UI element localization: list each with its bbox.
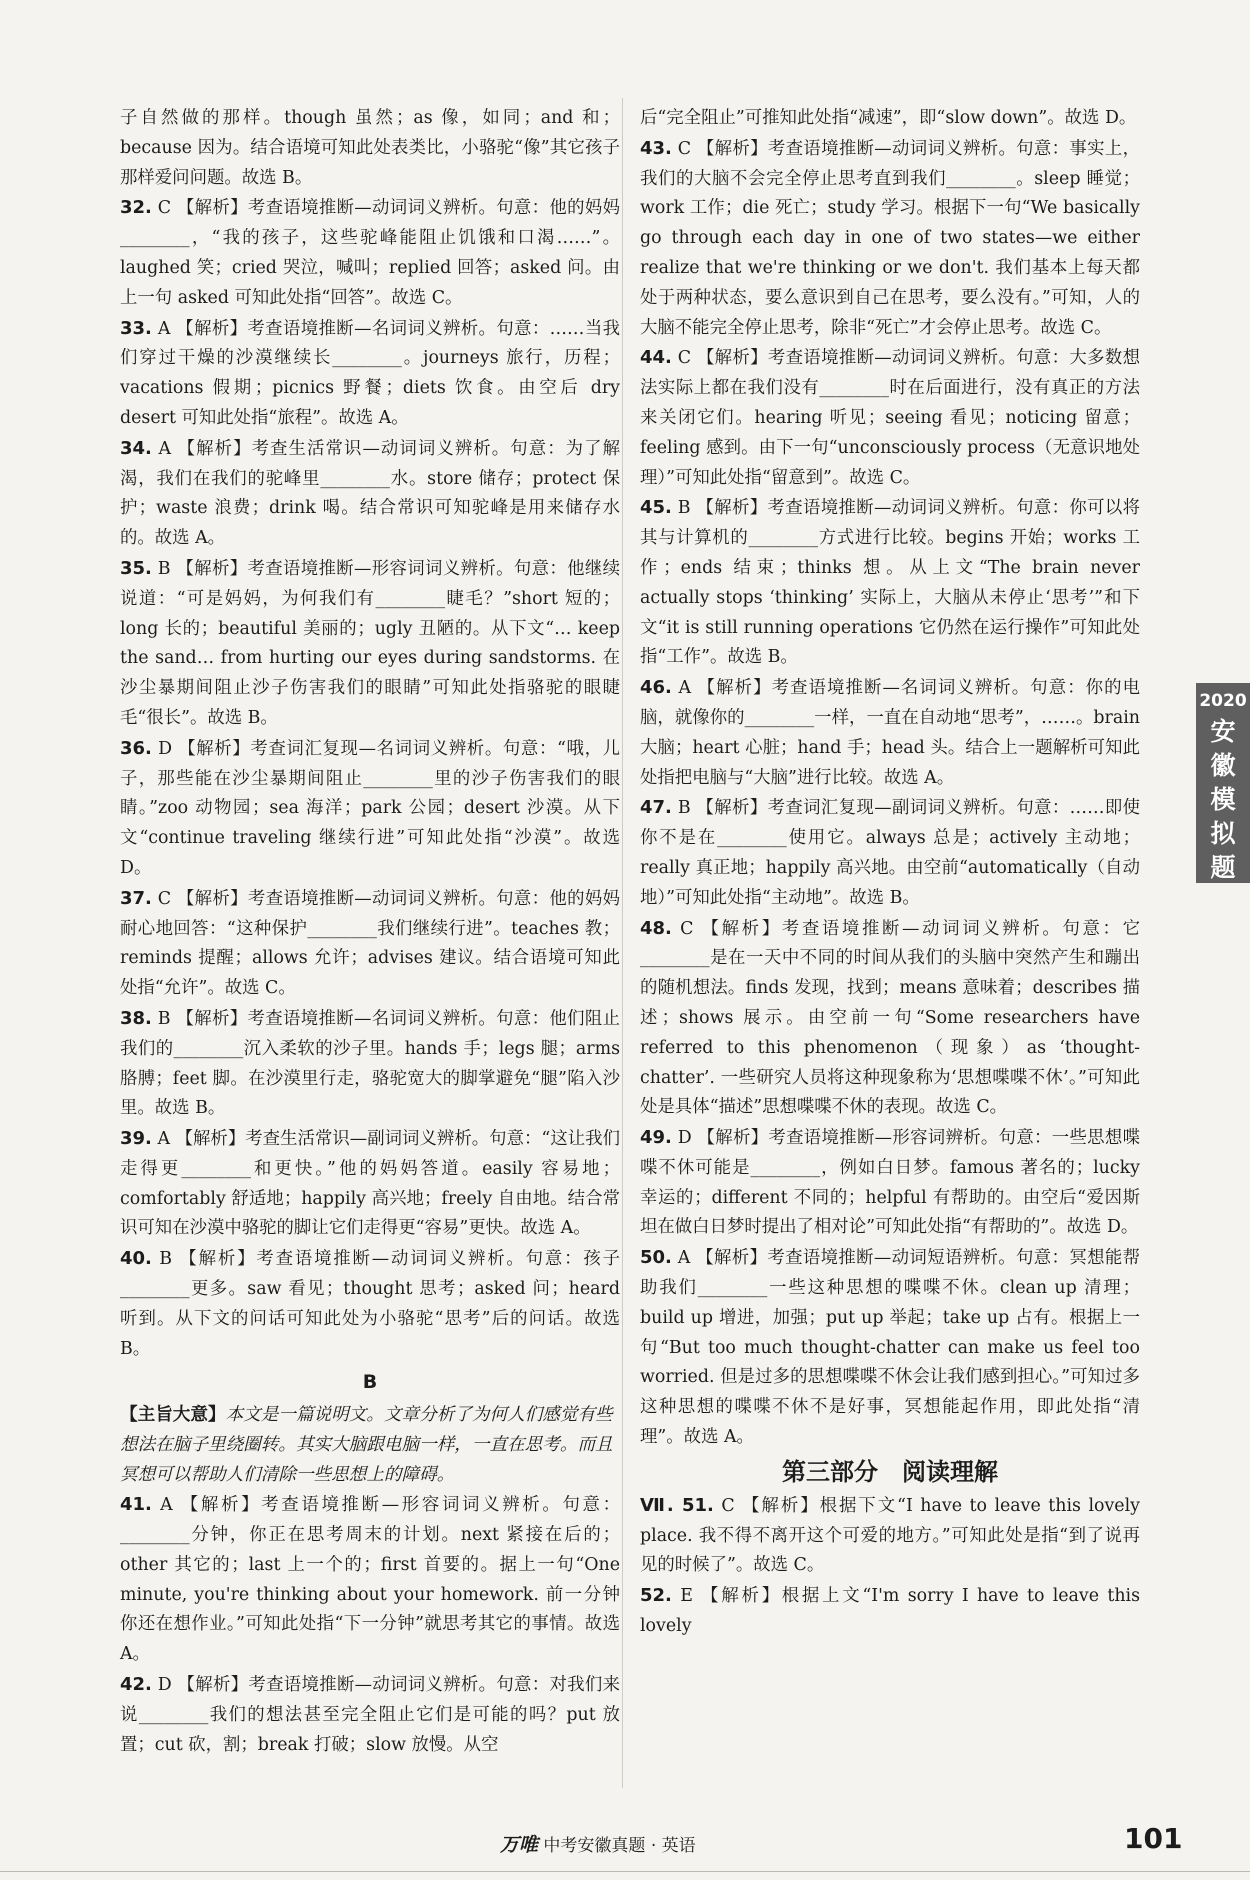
- side-tab: [1196, 683, 1250, 883]
- question-number: 42.: [120, 1674, 152, 1696]
- answer-text: A 【解析】考查语境推断—名词词义辨析。句意：……当我们穿过干燥的沙漠继续长________。journeys 旅行，历程；vacations 假期；picnics 野餐；diets 饮食。由空后 dry desert 可知此处指“旅程”。故选 A。: [120, 318, 620, 428]
- answer-text: E 【解析】根据上文“I'm sorry I have to leave this lovely: [640, 1586, 1141, 1637]
- answer-text: C 【解析】考查语境推断—动词词义辨析。句意：他的妈妈耐心地回答：“这种保护________我们继续行进”。teaches 教；reminds 提醒；allows 允许；advises 建议。结合语境可知此处指“允许”。故选 C。: [120, 888, 620, 999]
- question-number: 45.: [640, 497, 672, 519]
- question-number: 38.: [120, 1007, 152, 1029]
- answer-entry: [120, 1244, 620, 1364]
- answer-entry: [640, 673, 1140, 793]
- answer-text: B 【解析】考查词汇复现—副词词义辨析。句意：……即使你不是在________使用它。always 总是；actively 主动地；really 真正地；happily 高兴地。由空前“automatically（自动地）”可知此处指“主动地”。故选 B。: [640, 798, 1141, 908]
- summary-text: 本文是一篇说明文。文章分析了为何人们感觉有些想法在脑子里绕圈转。其实大脑跟电脑一样，一直在思考。而且冥想可以帮助人们清除一些思想上的障碍。: [120, 1405, 613, 1486]
- side-tab-char: 徽: [1210, 751, 1236, 780]
- question-number: Ⅶ. 51.: [640, 1494, 714, 1516]
- answer-entry: [120, 104, 620, 193]
- answer-text: A 【解析】考查语境推断—形容词词义辨析。句意：________分钟，你正在思考周末的计划。next 紧接在后的；other 其它的；last 上一个的；first 首要的。据上一句“One minute, you're thinking about your homework. 前一分钟你还在想作业。”可知此处指“下一分钟”就思考其它的事情。故选 A。: [120, 1495, 621, 1665]
- answer-entry: [120, 1124, 620, 1244]
- answer-entry: [640, 1123, 1140, 1243]
- answer-text: 子自然做的那样。though 虽然；as 像，如同；and 和；because 因为。结合语境可知此处表类比，小骆驼“像”其它孩子那样爱问问题。故选 B。: [120, 108, 620, 188]
- answer-text: A 【解析】考查生活常识—动词词义辨析。句意：为了解渴，我们在我们的驼峰里________水。store 储存；protect 保护；waste 浪费；drink 喝。结合常识可知驼峰是用来储存水的。故选 A。: [120, 438, 621, 549]
- answer-text: D 【解析】考查语境推断—动词词义辨析。句意：对我们来说________我们的想法甚至完全阻止它们是可能的吗？put 放置；cut 砍，割；break 打破；slow 放慢。从空: [120, 1675, 620, 1755]
- answer-text: C 【解析】根据下文“I have to leave this lovely place. 我不得不离开这个可爱的地方。”可知此处是指“到了说再见的时候了”。故选 C。: [640, 1495, 1140, 1576]
- answer-text: C 【解析】考查语境推断—动词词义辨析。句意：事实上，我们的大脑不会完全停止思考直到我们________。sleep 睡觉；work 工作；die 死亡；study 学习。根据下一句“We basically go through each day in one of two states—we either realize that we're thinking or we don't. 我们基本上每天都处于两种状态，要么意识到自己在思考，要么没有。”可知，人的大脑不能完全停止思考，除非“死亡”才会停止思考。故选 C。: [640, 138, 1140, 338]
- answer-entry: [640, 914, 1140, 1124]
- answer-entry: [120, 884, 620, 1004]
- side-tab-char: 题: [1210, 853, 1236, 882]
- answer-entry: [120, 1670, 620, 1760]
- question-number: 50.: [640, 1247, 672, 1269]
- answer-text: 后“完全阻止”可推知此处指“减速”，即“slow down”。故选 D。: [640, 108, 1137, 128]
- answer-text: C 【解析】考查语境推断—动词词义辨析。句意：它________是在一天中不同的时间从我们的头脑中突然产生和蹦出的随机想法。finds 发现，找到；means 意味着；describes 描述；shows 展示。由空前一句“Some researchers have referred to this phenomenon（现象）as ‘thought-chatter’. 一些研究人员将这种现象称为‘思想喋喋不休’。”可知此处是具体“描述”思想喋喋不休的表现。故选 C。: [640, 918, 1140, 1118]
- left-column: [120, 104, 620, 1760]
- page-number: 101: [1124, 1822, 1183, 1855]
- answer-text: B 【解析】考查语境推断—名词词义辨析。句意：他们阻止我们的________沉入柔软的沙子里。hands 手；legs 腿；arms 胳膊；feet 脚。在沙漠里行走，骆驼宽大的脚掌避免“腿”陷入沙里。故选 B。: [120, 1008, 621, 1119]
- answer-entry: [120, 554, 620, 734]
- question-number: 49.: [640, 1127, 672, 1149]
- question-number: 32.: [120, 197, 152, 219]
- answer-text: A 【解析】考查语境推断—名词词义辨析。句意：你的电脑，就像你的________一样，一直在自动地“思考”，……。brain 大脑；heart 心脏；hand 手；head 头。结合上一题解析可知此处指把电脑与“大脑”进行比较。故选 A。: [640, 678, 1141, 788]
- side-tab-char: 模: [1210, 785, 1236, 814]
- question-number: 36.: [120, 737, 152, 759]
- question-number: 44.: [640, 347, 672, 369]
- question-number: 35.: [120, 557, 152, 579]
- question-number: 48.: [640, 917, 672, 939]
- side-tab-char: 安: [1210, 717, 1236, 746]
- answer-text: A 【解析】考查生活常识—副词词义辨析。句意：“这让我们走得更________和更快。”他的妈妈答道。easily 容易地；comfortably 舒适地；happily 高兴地；freely 自由地。结合常识可知在沙漠中骆驼的脚让它们走得更“容易”更快。故选 A。: [120, 1129, 620, 1239]
- question-number: 41.: [120, 1494, 152, 1516]
- answer-entry: [640, 1491, 1140, 1581]
- footer-text: 中考安徽真题 · 英语: [543, 1836, 696, 1856]
- answer-text: D 【解析】考查词汇复现—名词词义辨析。句意：“哦，儿子，那些能在沙尘暴期间阻止________里的沙子伤害我们的眼睛。”zoo 动物园；sea 海洋；park 公园；desert 沙漠。从下文“continue traveling 继续行进”可知此处指“沙漠”。故选 D。: [120, 738, 620, 878]
- answer-entry: [640, 493, 1140, 673]
- section-b-heading: B: [362, 1371, 378, 1394]
- question-number: 47.: [640, 797, 672, 819]
- answer-entry: [640, 793, 1140, 913]
- question-number: 43.: [640, 137, 672, 159]
- answer-entry: [120, 314, 620, 434]
- answer-text: D 【解析】考查语境推断—形容词辨析。句意：一些思想喋喋不休可能是________，例如白日梦。famous 著名的；lucky 幸运的；different 不同的；helpful 有帮助的。由空后“爱因斯坦在做白日梦时提出了相对论”可知此处指“有帮助的”。故选 D。: [640, 1128, 1140, 1238]
- summary-label: 【主旨大意】: [120, 1405, 226, 1426]
- summary-paragraph: [120, 1400, 620, 1490]
- question-number: 37.: [120, 887, 152, 909]
- answer-entry: [120, 1490, 620, 1670]
- question-number: 34.: [120, 437, 152, 459]
- column-divider: [622, 98, 623, 1788]
- answer-entry: [640, 134, 1140, 344]
- answer-entry: [120, 1004, 620, 1124]
- answer-entry: [640, 1243, 1140, 1453]
- question-number: 52.: [640, 1585, 672, 1607]
- answer-text: C 【解析】考查语境推断—动词词义辨析。句意：大多数想法实际上都在我们没有________时在后面进行，没有真正的方法来关闭它们。hearing 听见；seeing 看见；noticing 留意；feeling 感到。由下一句“unconsciously process（无意识地处理）”可知此处指“留意到”。故选 C。: [640, 348, 1140, 488]
- answer-entry: [120, 434, 620, 554]
- question-number: 39.: [120, 1128, 152, 1150]
- side-tab-char: 拟: [1210, 819, 1236, 848]
- answer-text: A 【解析】考查语境推断—动词短语辨析。句意：冥想能帮助我们________一些这种思想的喋喋不休。clean up 清理；build up 增进，加强；put up 举起；take up 占有。根据上一句“But too much thought-chatter can make us feel too worried. 但是过多的思想喋喋不休会让我们感到担心。”可知过多这种思想的喋喋不休不是好事，冥想能起作用，即此处指“清理”。故选 A。: [640, 1248, 1140, 1448]
- answer-text: B 【解析】考查语境推断—动词词义辨析。句意：你可以将其与计算机的________方式进行比较。begins 开始；works 工作；ends 结束；thinks 想。从上文“The brain never actually stops ‘thinking’ 实际上，大脑从未停止‘思考’”和下文“it is still running operations 它仍然在运行操作”可知此处指“工作”。故选 B。: [640, 498, 1141, 668]
- side-tab-year: 2020: [1199, 691, 1247, 711]
- question-number: 40.: [120, 1248, 152, 1270]
- question-number: 33.: [120, 317, 152, 339]
- answer-text: B 【解析】考查语境推断—形容词词义辨析。句意：他继续说道：“可是妈妈，为何我们有________睫毛？”short 短的；long 长的；beautiful 美丽的；ugly 丑陋的。从下文“… keep the sand… from hurting our eyes during sandstorms. 在沙尘暴期间阻止沙子伤害我们的眼睛”可知此处指骆驼的眼睫毛“很长”。故选 B。: [120, 558, 621, 728]
- answer-entry: [640, 343, 1140, 493]
- answer-entry: [120, 734, 620, 884]
- answer-text: B 【解析】考查语境推断—动词词义辨析。句意：孩子________更多。saw 看见；thought 思考；asked 问；heard 听到。从下文的问话可知此处为小骆驼“思考”后的问话。故选 B。: [120, 1249, 620, 1359]
- answer-entry: [640, 1581, 1140, 1642]
- section-title: 第三部分 阅读理解: [782, 1457, 998, 1486]
- right-column: [640, 104, 1140, 1642]
- footer: [500, 1830, 696, 1857]
- answer-entry: [640, 104, 1140, 134]
- brand-logo: 万唯: [500, 1834, 539, 1856]
- answer-text: C 【解析】考查语境推断—动词词义辨析。句意：他的妈妈________，“我的孩子，这些驼峰能阻止饥饿和口渴……”。laughed 笑；cried 哭泣，喊叫；replied 回答；asked 问。由上一句 asked 可知此处指“回答”。故选 C。: [120, 198, 620, 308]
- answer-entry: [120, 193, 620, 313]
- question-number: 46.: [640, 677, 672, 699]
- footer-rule: [0, 1871, 1250, 1872]
